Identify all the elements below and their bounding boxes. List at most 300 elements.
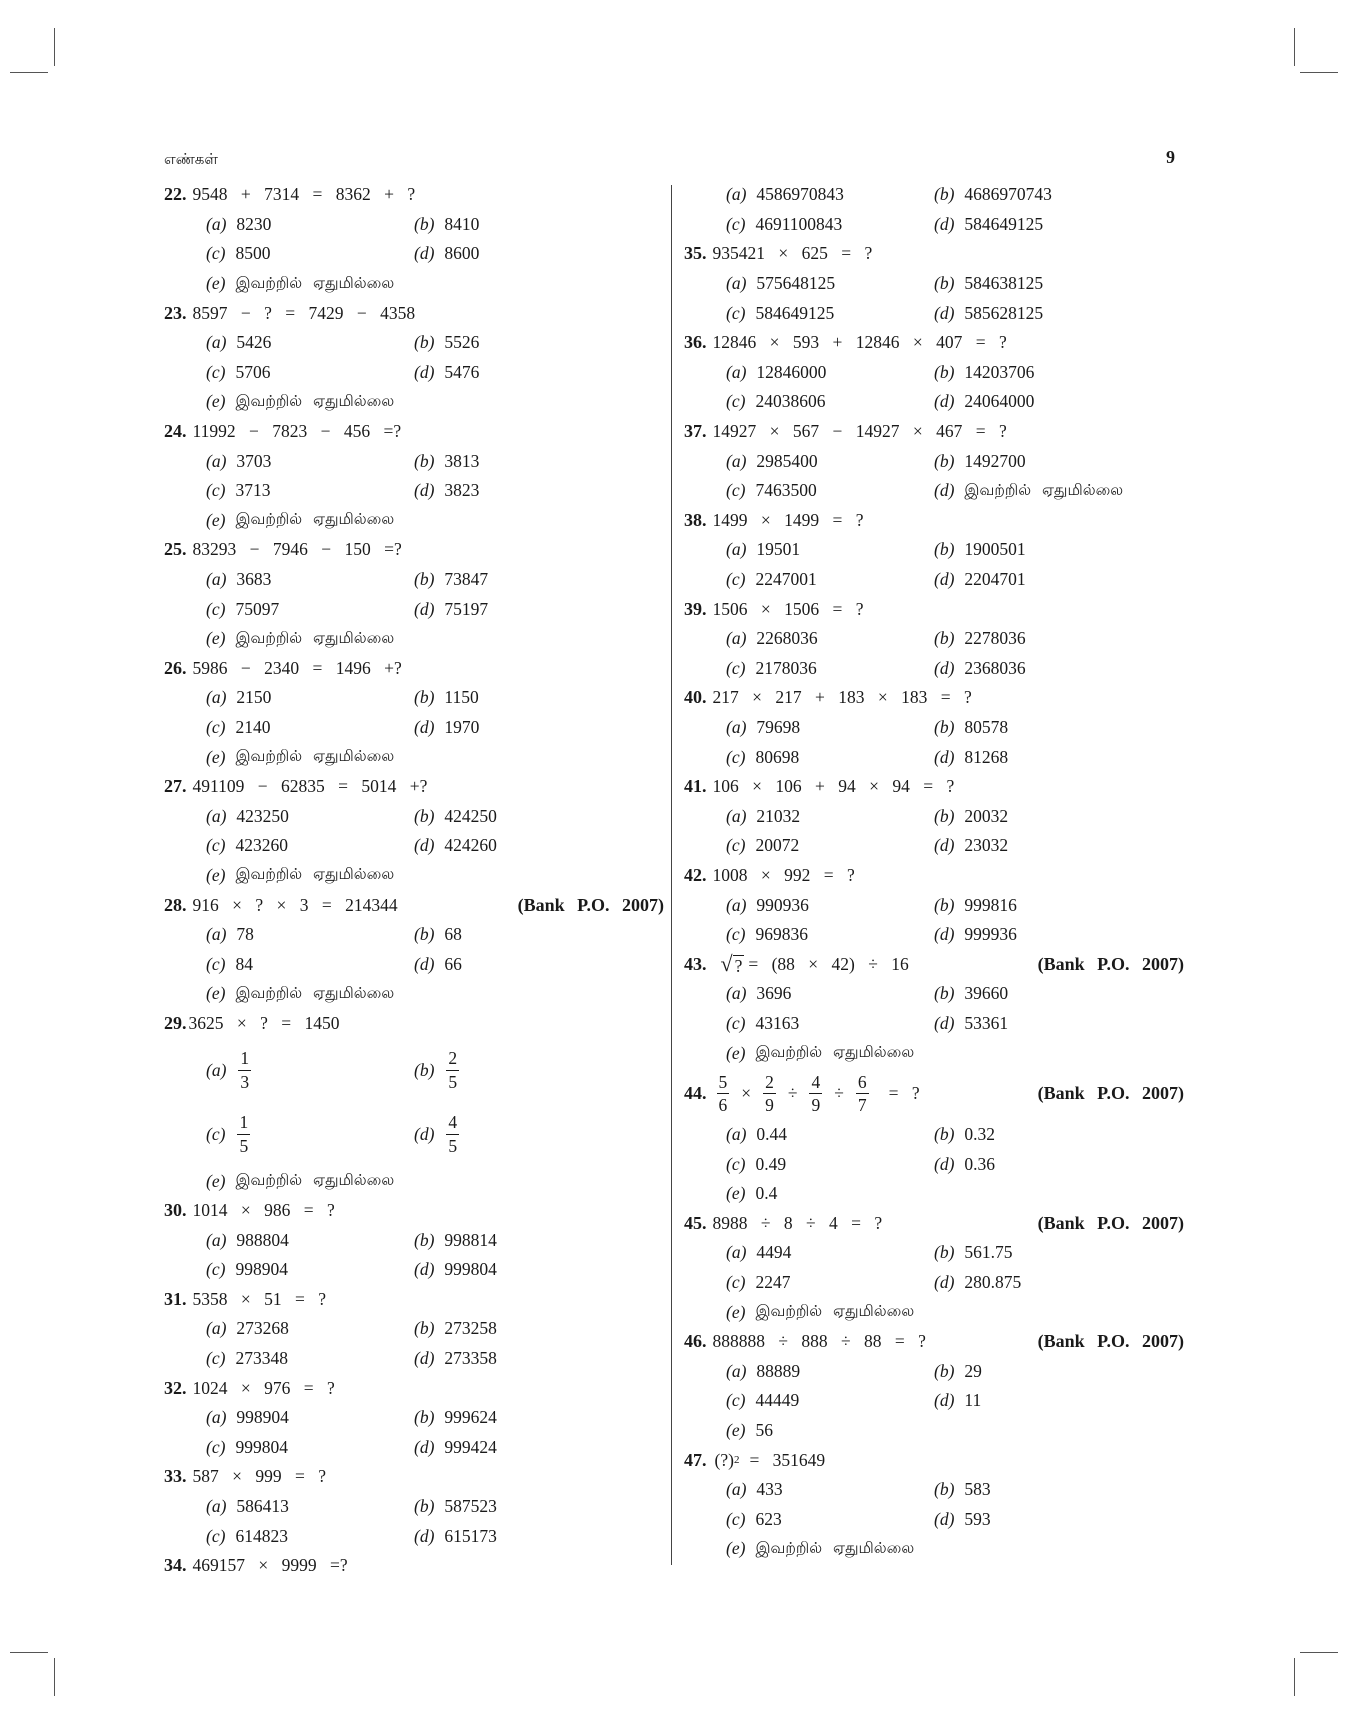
option-label: (d) [934,480,955,501]
question-42 [684,861,1184,950]
option-label: (b) [934,716,955,737]
option-label: (c) [206,1436,226,1457]
option-value: 3713 [235,480,271,501]
option-label: (b) [414,1318,435,1339]
option-label: (a) [206,1407,227,1428]
option-value: 0.44 [756,1124,788,1145]
option-label: (a) [206,1229,227,1250]
option-label: (a) [726,184,747,205]
question-source: (Bank P.O. 2007) [1037,953,1184,974]
option-label: (d) [414,598,435,619]
option-label: (d) [414,716,435,737]
option-label: (e) [726,1538,746,1559]
option-value: 998904 [235,1259,288,1280]
option-value: 575648125 [756,273,836,294]
option-label: (c) [726,924,746,945]
option-value: 2247 [755,1272,791,1293]
question-number: 25. [164,539,187,560]
question-number: 34. [164,1555,187,1576]
option-label: (b) [934,1479,955,1500]
option-value: 999804 [444,1259,497,1280]
option-value: இவற்றில் ஏதுமில்லை [755,1302,915,1321]
question-text: 106 × 106 + 94 × 94 = ? [712,776,955,797]
option-value: 14203706 [964,361,1035,382]
option-label: (d) [414,835,435,856]
option-label: (d) [934,657,955,678]
question-text: 916 × ? × 3 = 214344 [192,894,398,915]
option-value: 614823 [235,1525,288,1546]
option-label: (d) [414,1259,435,1280]
option-value: 1150 [444,687,479,708]
option-value: 587523 [444,1496,497,1517]
option-value: 12846000 [756,361,827,382]
option-value: 2278036 [964,628,1026,649]
column-divider [671,185,672,1565]
question-number: 47. [684,1449,707,1470]
option-label: (b) [414,1059,435,1080]
option-value: 1492700 [964,450,1026,471]
option-label: (a) [206,687,227,708]
question-text: 12846 × 593 + 12846 × 407 = ? [712,332,1007,353]
option-value: 24038606 [755,391,826,412]
question-37 [684,417,1184,506]
option-label: (c) [206,1123,226,1144]
option-value: 80578 [964,716,1009,737]
option-label: (b) [934,894,955,915]
question-number: 26. [164,657,187,678]
question-33 [164,1462,664,1551]
option-value: 2368036 [964,657,1026,678]
question-22 [164,180,664,298]
option-value: 2178036 [755,657,817,678]
option-value: 0.49 [755,1153,787,1174]
option-label: (e) [206,1170,226,1191]
option-value: 24064000 [964,391,1035,412]
question-text: 3625 × ? = 1450 [188,1012,340,1033]
option-value: 615173 [444,1525,497,1546]
option-value: 5476 [444,361,480,382]
question-39 [684,594,1184,683]
option-label: (b) [934,1360,955,1381]
question-text: 587 × 999 = ? [192,1466,327,1487]
option-value: 988804 [236,1229,289,1250]
fraction: $\frac{1}{5}$ [239,1112,249,1156]
option-label: (d) [934,213,955,234]
option-value: 5706 [235,361,271,382]
option-value: 998814 [444,1229,497,1250]
option-value: 999624 [444,1407,497,1428]
option-label: (c) [206,243,226,264]
option-label: (d) [934,1508,955,1529]
question-44 [684,1068,1184,1209]
option-label: (b) [414,924,435,945]
option-value: 4691100843 [755,213,843,234]
question-25 [164,535,664,653]
option-label: (a) [206,1059,227,1080]
option-value: 3683 [236,569,272,590]
option-value: 80698 [755,746,800,767]
option-value: 20072 [755,835,800,856]
option-label: (e) [726,1183,746,1204]
question-text: 935421 × 625 = ? [712,243,873,264]
question-31 [164,1285,664,1374]
crop-mark [54,28,55,66]
option-value: 584649125 [755,302,835,323]
question-text: 1506 × 1506 = ? [712,598,864,619]
option-label: (a) [726,1360,747,1381]
option-value: 2247001 [755,569,817,590]
option-value: 273268 [236,1318,289,1339]
option-label: (b) [414,1407,435,1428]
option-label: (e) [726,1301,746,1322]
option-value: 2204701 [964,569,1026,590]
crop-mark [54,1658,55,1696]
option-label: (c) [206,480,226,501]
question-26 [164,654,664,772]
option-value: 3703 [236,450,272,471]
option-label: (e) [206,273,226,294]
question-text: 14927 × 567 − 14927 × 467 = ? [712,421,1007,442]
question-number: 44. [684,1083,707,1104]
option-value: இவற்றில் ஏதுமில்லை [755,1043,915,1062]
option-label: (c) [726,1012,746,1033]
question-number: 27. [164,776,187,797]
question-number: 45. [684,1212,707,1233]
option-label: (a) [726,273,747,294]
option-label: (c) [726,1153,746,1174]
option-label: (c) [726,480,746,501]
question-text: = 351649 [749,1449,826,1470]
option-label: (c) [206,835,226,856]
question-38 [684,506,1184,595]
question-number: 37. [684,421,707,442]
question-text: 491109 − 62835 = 5014 +? [192,776,428,797]
crop-mark [1294,28,1295,66]
fraction-expression [715,1073,920,1115]
option-value: 75097 [235,598,280,619]
question-24 [164,417,664,535]
option-label: (c) [726,835,746,856]
fraction: $\frac{1}{3}$ [240,1048,250,1092]
option-label: (c) [726,1390,746,1411]
option-value: 43163 [755,1012,800,1033]
crop-mark [1300,72,1338,73]
option-label: (b) [934,361,955,382]
option-label: (b) [414,1496,435,1517]
option-value: 53361 [964,1012,1009,1033]
option-value: 423250 [236,805,289,826]
option-value: 29 [964,1360,982,1381]
option-label: (c) [726,213,746,234]
crop-mark [1294,1658,1295,1696]
chapter-title: எண்கள் [164,150,218,168]
option-label: (d) [934,569,955,590]
option-label: (c) [206,361,226,382]
question-number: 41. [684,776,707,797]
question-text: 83293 − 7946 − 150 =? [192,539,402,560]
option-value: 66 [444,953,462,974]
question-number: 22. [164,184,187,205]
question-text: 5986 − 2340 = 1496 +? [192,657,402,678]
question-number: 23. [164,302,187,323]
question-45 [684,1209,1184,1327]
option-label: (a) [726,983,747,1004]
option-label: (d) [934,1272,955,1293]
question-28 [164,890,664,1008]
question-40 [684,683,1184,772]
option-label: (e) [726,1420,746,1441]
question-34-options [684,180,1184,239]
option-label: (e) [206,628,226,649]
option-label: (a) [726,361,747,382]
option-label: (c) [726,746,746,767]
option-value: 73847 [444,569,489,590]
option-value: 21032 [756,805,801,826]
power-base: (?) [714,1449,734,1470]
option-value: 1970 [444,716,480,737]
operator: ÷ [834,1083,844,1104]
option-label: (b) [414,450,435,471]
option-value: இவற்றில் ஏதுமில்லை [964,480,1124,499]
option-value: 969836 [755,924,808,945]
option-value: 4686970743 [964,184,1052,205]
option-label: (d) [414,361,435,382]
option-value: 584638125 [964,273,1044,294]
option-label: (b) [934,450,955,471]
option-value: 423260 [235,835,288,856]
option-value: இவற்றில் ஏதுமில்லை [235,628,395,647]
option-label: (d) [934,302,955,323]
question-text: 469157 × 9999 =? [192,1555,348,1576]
question-number: 28. [164,894,187,915]
option-value: 999424 [444,1436,497,1457]
question-number: 30. [164,1200,187,1221]
option-label: (d) [414,1525,435,1546]
option-value: 999804 [235,1436,288,1457]
option-value: 8600 [444,243,480,264]
question-number: 31. [164,1288,187,1309]
option-value: 0.32 [964,1124,996,1145]
option-label: (b) [414,569,435,590]
option-label: (d) [414,1348,435,1369]
option-value: 424260 [444,835,497,856]
option-label: (a) [726,1479,747,1500]
option-label: (e) [206,509,226,530]
option-label: (a) [206,213,227,234]
option-value: 39660 [964,983,1009,1004]
option-value: 5426 [236,332,272,353]
question-36 [684,328,1184,417]
option-label: (d) [934,924,955,945]
option-value: 78 [236,924,254,945]
question-source: (Bank P.O. 2007) [1037,1212,1184,1233]
question-number: 39. [684,598,707,619]
option-value: 23032 [964,835,1009,856]
option-value: 584649125 [964,213,1044,234]
option-value: 273358 [444,1348,497,1369]
question-43 [684,949,1184,1067]
option-label: (e) [206,746,226,767]
option-label: (c) [206,953,226,974]
question-text: 11992 − 7823 − 456 =? [192,421,402,442]
option-value: 68 [444,924,462,945]
option-label: (a) [726,628,747,649]
question-text: 9548 + 7314 = 8362 + ? [192,184,416,205]
option-label: (b) [934,805,955,826]
question-47 [684,1445,1184,1563]
option-value: 56 [755,1420,773,1441]
option-value: 8230 [236,213,272,234]
question-29 [164,1009,664,1196]
option-label: (a) [726,450,747,471]
option-label: (c) [206,1348,226,1369]
question-30 [164,1196,664,1285]
right-column [684,180,1184,1564]
option-value: 2140 [235,716,271,737]
option-label: (c) [726,302,746,323]
option-value: 561.75 [964,1242,1013,1263]
option-value: 4586970843 [756,184,844,205]
option-value: இவற்றில் ஏதுமில்லை [235,273,395,292]
option-value: 3823 [444,480,480,501]
question-34 [164,1551,664,1581]
option-label: (d) [934,1012,955,1033]
option-value: 433 [756,1479,783,1500]
square-root: √ ? [720,951,743,977]
power-exponent: 2 [733,1454,740,1467]
option-label: (b) [934,983,955,1004]
option-value: 5526 [444,332,480,353]
option-label: (a) [206,805,227,826]
fraction: $\frac{6}{7}$ [857,1071,867,1116]
question-text: 1024 × 976 = ? [192,1377,335,1398]
option-label: (e) [206,983,226,1004]
option-label: (b) [414,687,435,708]
question-number: 40. [684,687,707,708]
option-value: 424250 [444,805,497,826]
option-label: (a) [206,332,227,353]
option-label: (b) [414,805,435,826]
page-number: 9 [1166,147,1175,167]
option-value: 3696 [756,983,792,1004]
question-number: 38. [684,509,707,530]
option-label: (a) [206,924,227,945]
option-value: 999936 [964,924,1017,945]
left-column [164,180,664,1581]
option-value: 999816 [964,894,1017,915]
question-text: 5358 × 51 = ? [192,1288,327,1309]
question-number: 36. [684,332,707,353]
option-value: 7463500 [755,480,817,501]
option-value: 583 [964,1479,991,1500]
option-label: (c) [206,1259,226,1280]
option-label: (a) [726,1124,747,1145]
option-value: 4494 [756,1242,792,1263]
fraction: $\frac{2}{5}$ [448,1048,458,1092]
question-text: = ? [888,1083,920,1104]
option-label: (d) [414,1123,435,1144]
option-label: (e) [206,391,226,412]
question-text: 217 × 217 + 183 × 183 = ? [712,687,972,708]
option-value: 623 [755,1508,782,1529]
option-value: 2150 [236,687,272,708]
option-label: (b) [934,1242,955,1263]
option-label: (d) [934,746,955,767]
question-number: 35. [684,243,707,264]
option-value: 0.4 [755,1183,778,1204]
option-label: (b) [934,539,955,560]
question-text: 8597 − ? = 7429 − 4358 [192,302,416,323]
option-value: இவற்றில் ஏதுமில்லை [235,747,395,766]
option-label: (c) [206,1525,226,1546]
option-label: (c) [206,716,226,737]
option-label: (b) [934,628,955,649]
question-text: 1008 × 992 = ? [712,864,855,885]
question-27 [164,772,664,890]
option-label: (a) [206,569,227,590]
fraction: $\frac{5}{6}$ [718,1071,728,1116]
fraction: $\frac{4}{9}$ [811,1071,821,1116]
option-label: (a) [206,450,227,471]
option-value: 3813 [444,450,480,471]
option-label: (b) [414,1229,435,1250]
question-46 [684,1327,1184,1445]
option-value: 2268036 [756,628,818,649]
option-value: 75197 [444,598,489,619]
option-label: (c) [726,1272,746,1293]
question-number: 29. [164,1012,187,1033]
option-label: (b) [934,184,955,205]
option-label: (a) [726,1242,747,1263]
option-value: இவற்றில் ஏதுமில்லை [235,1171,395,1190]
question-source: (Bank P.O. 2007) [1037,1331,1184,1352]
option-value: 1900501 [964,539,1026,560]
option-label: (d) [414,1436,435,1457]
option-label: (d) [934,835,955,856]
question-number: 42. [684,864,707,885]
question-35 [684,239,1184,328]
fraction: $\frac{2}{9}$ [765,1071,774,1116]
option-value: 2985400 [756,450,818,471]
fraction: $\frac{4}{5}$ [448,1112,458,1156]
option-label: (a) [726,716,747,737]
option-value: 0.36 [964,1153,996,1174]
question-source: (Bank P.O. 2007) [1037,1083,1184,1104]
option-value: 273258 [444,1318,497,1339]
question-text: 8988 ÷ 8 ÷ 4 = ? [712,1212,883,1233]
crop-mark [10,1652,48,1653]
option-value: 593 [964,1508,991,1529]
option-value: 11 [964,1390,982,1411]
option-label: (e) [206,864,226,885]
question-23 [164,298,664,416]
option-value: 8500 [235,243,271,264]
question-number: 43. [684,953,707,974]
option-label: (b) [414,332,435,353]
option-label: (b) [934,1124,955,1145]
option-label: (d) [934,391,955,412]
option-label: (b) [414,213,435,234]
option-value: 19501 [756,539,801,560]
option-label: (c) [206,598,226,619]
option-value: இவற்றில் ஏதுமில்லை [235,510,395,529]
option-value: இவற்றில் ஏதுமில்லை [235,391,395,410]
option-value: 84 [235,953,253,974]
option-label: (a) [206,1318,227,1339]
option-label: (d) [934,1153,955,1174]
question-text: 1014 × 986 = ? [192,1200,335,1221]
question-number: 46. [684,1331,707,1352]
